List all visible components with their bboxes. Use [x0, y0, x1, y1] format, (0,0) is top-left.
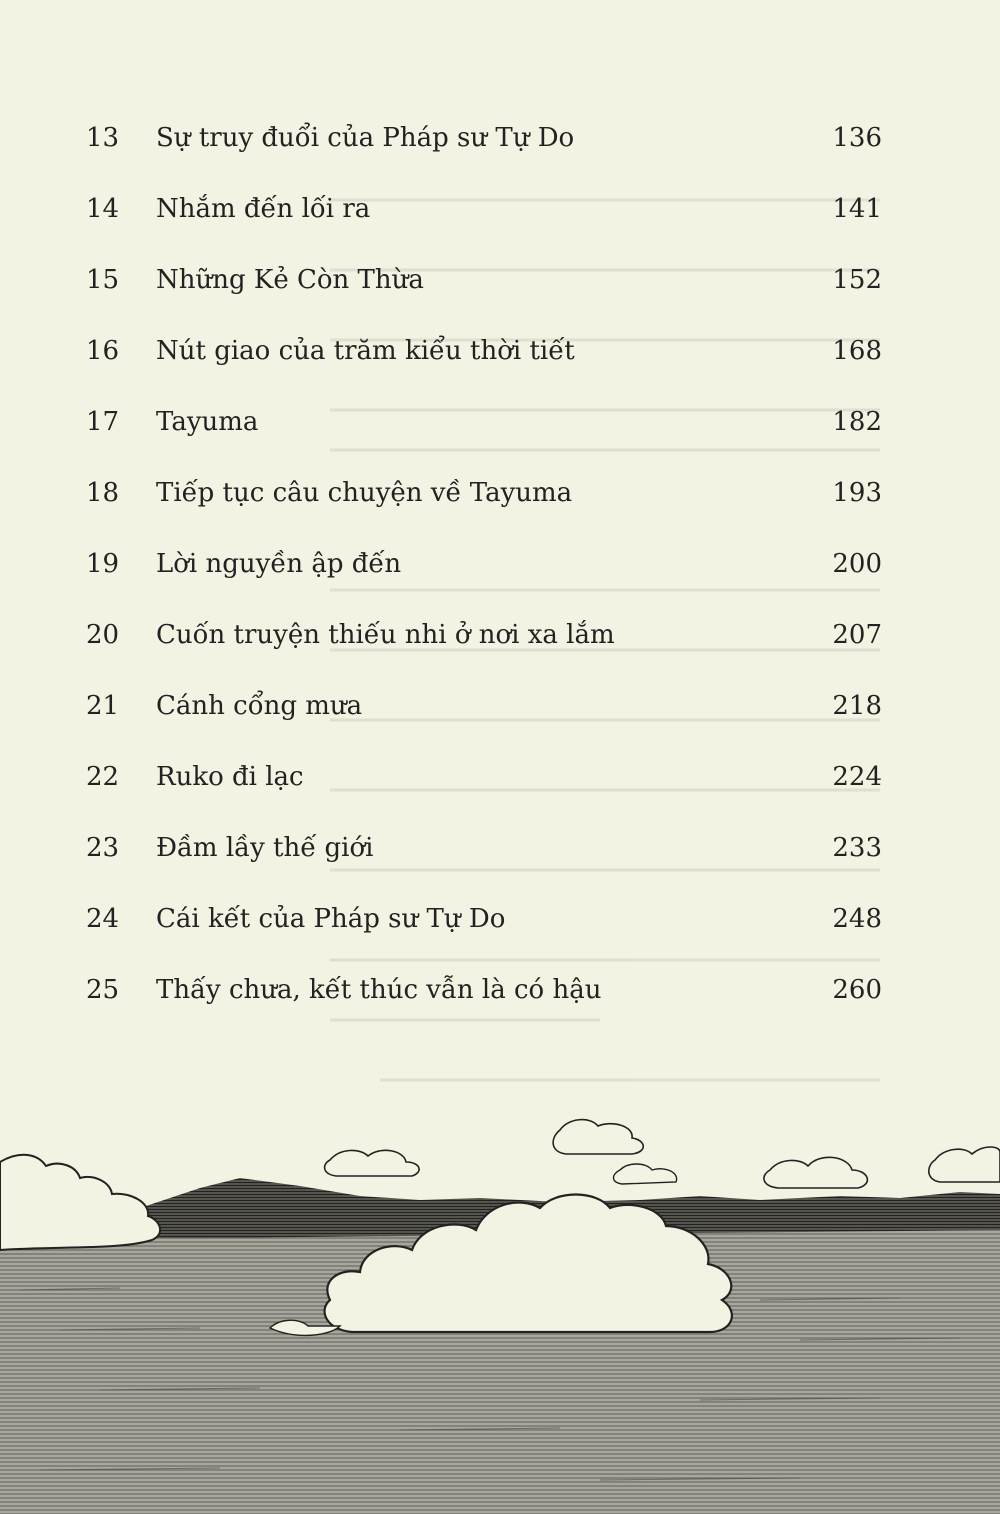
page-number: 207	[832, 620, 882, 650]
page-number: 141	[832, 194, 882, 224]
cloud-small	[553, 1120, 643, 1154]
chapter-number: 14	[86, 194, 120, 224]
chapter-title: Đầm lầy thế giới	[156, 833, 374, 863]
cloud-left	[0, 1155, 160, 1250]
cloud-small	[325, 1150, 420, 1176]
page-number: 218	[832, 691, 882, 721]
toc-entry	[0, 245, 1000, 316]
page-number: 136	[832, 123, 882, 153]
page-number: 193	[832, 478, 882, 508]
page-number: 182	[832, 407, 882, 437]
toc-entry	[0, 387, 1000, 458]
chapter-title: Tiếp tục câu chuyện về Tayuma	[156, 478, 573, 508]
chapter-number: 13	[86, 123, 120, 153]
chapter-number: 24	[86, 904, 120, 934]
chapter-number: 25	[86, 975, 120, 1005]
chapter-title: Sự truy đuổi của Pháp sư Tự Do	[156, 123, 575, 153]
chapter-number: 22	[86, 762, 120, 792]
page-number: 233	[832, 833, 882, 863]
chapter-title: Lời nguyền ập đến	[156, 549, 402, 579]
page-number: 168	[832, 336, 882, 366]
toc-entry	[0, 174, 1000, 245]
chapter-title: Tayuma	[156, 407, 259, 437]
chapter-title: Nhắm đến lối ra	[156, 194, 371, 224]
cloud-small	[929, 1147, 1000, 1182]
toc-entry	[0, 955, 1000, 1026]
chapter-title: Cuốn truyện thiếu nhi ở nơi xa lắm	[156, 620, 615, 650]
table-of-contents	[0, 103, 1000, 1026]
chapter-number: 17	[86, 407, 120, 437]
chapter-number: 16	[86, 336, 120, 366]
cloud-small	[614, 1164, 677, 1184]
toc-entry	[0, 529, 1000, 600]
chapter-number: 20	[86, 620, 120, 650]
toc-entry	[0, 671, 1000, 742]
toc-entry	[0, 458, 1000, 529]
chapter-number: 18	[86, 478, 120, 508]
page-number: 248	[832, 904, 882, 934]
page-number: 200	[832, 549, 882, 579]
chapter-title: Cánh cổng mưa	[156, 691, 363, 721]
chapter-number: 19	[86, 549, 120, 579]
toc-entry	[0, 600, 1000, 671]
clouds-over-sea-illustration	[0, 1100, 1000, 1514]
chapter-number: 21	[86, 691, 120, 721]
toc-entry	[0, 316, 1000, 387]
chapter-title: Ruko đi lạc	[156, 762, 304, 792]
toc-entry	[0, 813, 1000, 884]
chapter-title: Những Kẻ Còn Thừa	[156, 265, 424, 295]
toc-entry	[0, 103, 1000, 174]
chapter-title: Thấy chưa, kết thúc vẫn là có hậu	[156, 975, 602, 1005]
cloud-small	[764, 1157, 868, 1188]
chapter-title: Cái kết của Pháp sư Tự Do	[156, 904, 506, 934]
page-number: 260	[832, 975, 882, 1005]
toc-entry	[0, 884, 1000, 955]
chapter-number: 23	[86, 833, 120, 863]
page-number: 152	[832, 265, 882, 295]
chapter-number: 15	[86, 265, 120, 295]
toc-entry	[0, 742, 1000, 813]
page-number: 224	[832, 762, 882, 792]
chapter-title: Nút giao của trăm kiểu thời tiết	[156, 336, 575, 366]
